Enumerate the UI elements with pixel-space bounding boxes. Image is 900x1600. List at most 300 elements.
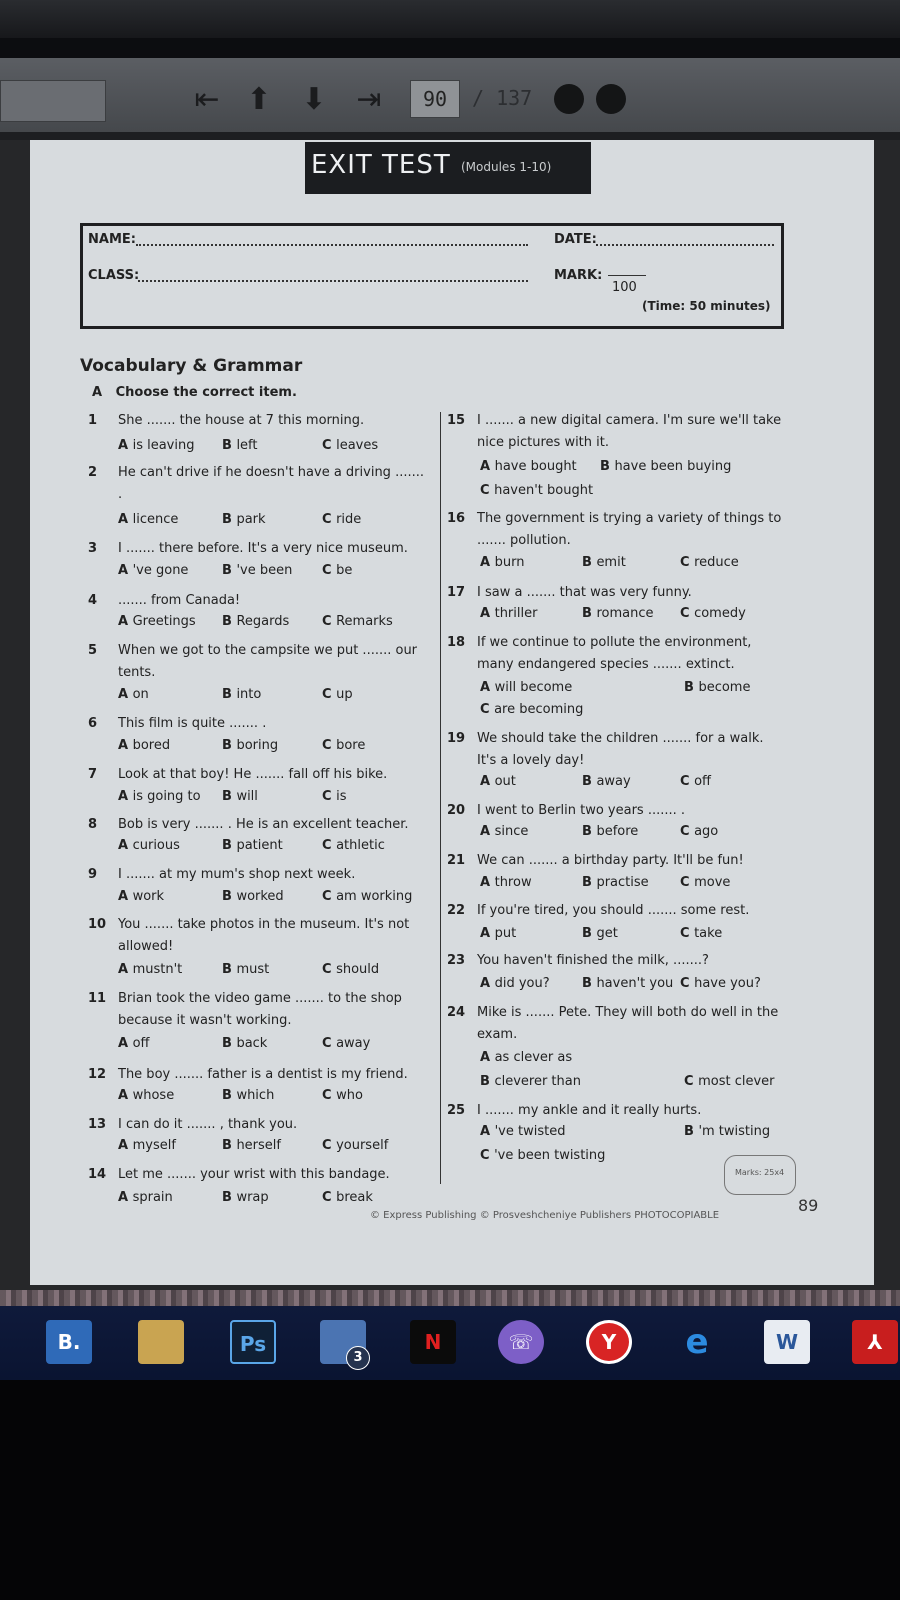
question-text: If you're tired, you should ....... some rest. — [477, 903, 750, 918]
option-letter: B — [222, 563, 237, 578]
option-text: bored — [132, 738, 171, 753]
option-letter: C — [322, 512, 337, 527]
option-letter: C — [322, 563, 337, 578]
question-number: 18 — [447, 635, 466, 650]
option-letter: A — [118, 614, 133, 629]
option-c — [680, 976, 761, 991]
option-text: break — [336, 1190, 373, 1205]
question-text: The boy ....... father is a dentist is my friend. — [118, 1067, 408, 1082]
option-c — [322, 738, 365, 753]
option-text: is going to — [132, 789, 201, 804]
question-text: I ....... a new digital camera. I'm sure we'll take nice pictures with it. — [477, 413, 782, 450]
option-text: off — [694, 774, 711, 789]
option-a — [118, 1088, 174, 1103]
option-c — [322, 838, 385, 853]
question-text: Look at that boy! He ....... fall off his bike. — [118, 767, 388, 782]
option-text: am working — [336, 889, 413, 904]
option-b — [222, 563, 292, 578]
option-c — [322, 1138, 388, 1153]
mail-icon[interactable] — [320, 1320, 366, 1364]
option-text: up — [336, 687, 353, 702]
option-c — [322, 789, 346, 804]
option-text: sprain — [132, 1190, 173, 1205]
page-title: EXIT TEST — [311, 150, 451, 180]
marks-badge — [724, 1155, 796, 1195]
question-text: Brian took the video game ....... to the shop because it wasn't working. — [118, 991, 402, 1028]
option-text: off — [132, 1036, 150, 1051]
option-b — [582, 875, 649, 890]
question-number: 8 — [88, 817, 98, 832]
option-text: cleverer than — [494, 1074, 581, 1089]
option-a — [118, 962, 182, 977]
option-text: out — [494, 774, 516, 789]
option-letter: B — [582, 875, 597, 890]
question-number: 21 — [447, 853, 466, 868]
question-number: 16 — [447, 511, 466, 526]
option-text: will become — [494, 680, 573, 695]
option-letter: B — [582, 976, 597, 991]
option-letter: A — [480, 976, 495, 991]
option-b — [222, 1138, 281, 1153]
option-text: since — [494, 824, 529, 839]
option-a — [480, 1124, 565, 1139]
option-text: on — [132, 687, 149, 702]
option-text: herself — [236, 1138, 281, 1153]
option-a — [118, 614, 196, 629]
section-letter: A — [92, 385, 103, 400]
option-letter: A — [118, 687, 133, 702]
option-c — [480, 702, 583, 717]
option-letter: B — [684, 680, 699, 695]
option-b — [222, 687, 261, 702]
question-text: When we got to the campsite we put ....... our tents. — [118, 643, 418, 680]
question-number: 25 — [447, 1103, 466, 1118]
option-b — [600, 459, 731, 474]
option-text: be — [336, 563, 353, 578]
question-number: 22 — [447, 903, 466, 918]
zoom-in-icon[interactable] — [596, 84, 626, 114]
monitor-bezel-top — [0, 0, 900, 38]
option-letter: C — [684, 1074, 699, 1089]
option-text: Remarks — [336, 614, 393, 629]
option-letter: C — [322, 1088, 337, 1103]
option-letter: A — [480, 926, 495, 941]
first-page-icon[interactable]: ⇤ — [194, 82, 220, 117]
question-text: I ....... there before. It's a very nice museum. — [118, 541, 408, 556]
name-label: NAME: — [88, 232, 136, 247]
option-text: should — [336, 962, 380, 977]
option-text: Regards — [236, 614, 290, 629]
option-text: Greetings — [132, 614, 196, 629]
question-text: Bob is very ....... . He is an excellent teacher. — [118, 817, 409, 832]
option-a — [480, 824, 528, 839]
option-letter: A — [480, 774, 495, 789]
word-icon[interactable]: W — [764, 1320, 810, 1364]
option-b — [582, 976, 673, 991]
option-letter: C — [322, 1190, 337, 1205]
option-letter: C — [322, 1138, 337, 1153]
viber-icon[interactable]: ☏ — [498, 1320, 544, 1364]
option-text: wrap — [236, 1190, 269, 1205]
option-b — [222, 1190, 269, 1205]
question-number: 1 — [88, 413, 98, 428]
mark-line — [608, 275, 646, 276]
option-text: most clever — [698, 1074, 775, 1089]
question-number: 23 — [447, 953, 466, 968]
option-text: licence — [132, 512, 179, 527]
option-b — [222, 1036, 267, 1051]
question-number: 9 — [88, 867, 98, 882]
option-text: back — [236, 1036, 268, 1051]
option-b — [222, 614, 289, 629]
question-number: 11 — [88, 991, 107, 1006]
option-b — [222, 889, 284, 904]
option-letter: C — [322, 738, 337, 753]
search-input[interactable] — [0, 80, 106, 122]
option-c — [680, 875, 730, 890]
option-c — [322, 962, 379, 977]
option-b — [582, 824, 638, 839]
option-letter: B — [582, 824, 597, 839]
option-c — [480, 1148, 605, 1163]
option-letter: B — [222, 1036, 237, 1051]
option-letter: B — [222, 1088, 237, 1103]
option-text: practise — [596, 875, 649, 890]
option-letter: B — [600, 459, 615, 474]
option-text: have you? — [694, 976, 761, 991]
option-letter: A — [480, 875, 495, 890]
app-b-icon[interactable]: B. — [46, 1320, 92, 1364]
option-a — [118, 687, 149, 702]
option-text: before — [596, 824, 639, 839]
option-b — [222, 738, 278, 753]
option-text: put — [494, 926, 517, 941]
class-label: CLASS: — [88, 268, 140, 283]
option-c — [322, 563, 352, 578]
option-a — [118, 1190, 173, 1205]
option-c — [322, 512, 361, 527]
question-text: You ....... take photos in the museum. It's not allowed! — [118, 917, 410, 954]
option-letter: C — [322, 789, 337, 804]
option-c — [322, 614, 393, 629]
option-text: is leaving — [132, 438, 195, 453]
option-text: haven't you — [596, 976, 674, 991]
option-letter: B — [222, 687, 237, 702]
option-b — [582, 926, 618, 941]
option-letter: A — [480, 824, 495, 839]
option-text: mustn't — [132, 962, 183, 977]
question-text: I can do it ....... , thank you. — [118, 1117, 298, 1132]
option-letter: C — [322, 889, 337, 904]
option-letter: B — [222, 838, 237, 853]
option-letter: A — [118, 438, 133, 453]
option-text: thriller — [494, 606, 538, 621]
option-text: is — [336, 789, 347, 804]
question-number: 14 — [88, 1167, 107, 1182]
option-letter: B — [222, 1190, 237, 1205]
option-b — [582, 606, 653, 621]
option-c — [684, 1074, 775, 1089]
question-number: 20 — [447, 803, 466, 818]
option-a — [118, 512, 178, 527]
section-title: Vocabulary & Grammar — [80, 356, 303, 376]
option-letter: A — [480, 680, 495, 695]
option-text: did you? — [494, 976, 550, 991]
option-b — [222, 1088, 274, 1103]
option-text: patient — [236, 838, 283, 853]
question-number: 5 — [88, 643, 98, 658]
option-b — [222, 438, 258, 453]
option-letter: A — [118, 512, 133, 527]
mail-badge: 3 — [346, 1346, 370, 1370]
section-instruction — [92, 385, 297, 400]
zoom-out-icon[interactable] — [554, 84, 584, 114]
prev-page-icon[interactable]: ⬆ — [246, 82, 272, 117]
option-letter: B — [480, 1074, 495, 1089]
option-text: get — [596, 926, 618, 941]
last-page-icon[interactable]: ⇥ — [356, 82, 382, 117]
option-text: 've gone — [132, 563, 189, 578]
option-letter: C — [680, 976, 695, 991]
exit-test-title — [305, 142, 591, 194]
option-text: bore — [336, 738, 366, 753]
option-text: 've twisted — [494, 1124, 566, 1139]
page-total: / 137 — [472, 86, 533, 110]
netflix-icon[interactable]: N — [410, 1320, 456, 1364]
option-letter: C — [480, 1148, 495, 1163]
option-letter: B — [222, 614, 237, 629]
option-letter: B — [582, 555, 597, 570]
option-text: ago — [694, 824, 719, 839]
option-a — [480, 555, 524, 570]
question-text: I ....... my ankle and it really hurts. — [477, 1103, 702, 1118]
option-letter: C — [322, 1036, 337, 1051]
option-letter: C — [680, 875, 695, 890]
option-text: leaves — [336, 438, 379, 453]
question-number: 2 — [88, 465, 98, 480]
option-text: move — [694, 875, 731, 890]
option-b — [222, 962, 269, 977]
option-a — [480, 1050, 572, 1065]
question-text: Mike is ....... Pete. They will both do well in the exam. — [477, 1005, 779, 1042]
option-text: romance — [596, 606, 654, 621]
question-text: She ....... the house at 7 this morning. — [118, 413, 365, 428]
option-a — [118, 738, 170, 753]
option-a — [480, 459, 577, 474]
option-a — [118, 1036, 150, 1051]
option-letter: A — [480, 606, 495, 621]
question-number: 7 — [88, 767, 98, 782]
option-letter: C — [480, 483, 495, 498]
option-text: haven't bought — [494, 483, 594, 498]
option-b — [222, 512, 266, 527]
option-c — [680, 774, 711, 789]
option-b — [480, 1074, 581, 1089]
option-letter: A — [118, 1190, 133, 1205]
question-number: 10 — [88, 917, 107, 932]
option-letter: A — [118, 563, 133, 578]
option-letter: C — [680, 824, 695, 839]
next-page-icon[interactable]: ⬇ — [301, 82, 327, 117]
option-c — [322, 1088, 363, 1103]
option-letter: C — [680, 926, 695, 941]
question-number: 13 — [88, 1117, 107, 1132]
option-text: curious — [132, 838, 180, 853]
class-line — [138, 280, 528, 282]
option-a — [480, 774, 516, 789]
option-text: left — [236, 438, 258, 453]
question-number: 17 — [447, 585, 466, 600]
option-letter: C — [480, 702, 495, 717]
question-number: 15 — [447, 413, 466, 428]
question-text: He can't drive if he doesn't have a driving ....... . — [118, 465, 424, 502]
option-text: boring — [236, 738, 279, 753]
option-c — [322, 438, 378, 453]
option-letter: B — [582, 606, 597, 621]
desktop-wallpaper-strip — [0, 1290, 900, 1306]
question-number: 4 — [88, 593, 98, 608]
question-text: We should take the children ....... for a walk. It's a lovely day! — [477, 731, 764, 768]
yandex-browser-icon[interactable]: Y — [586, 1320, 632, 1364]
question-text: I saw a ....... that was very funny. — [477, 585, 692, 600]
option-c — [680, 555, 739, 570]
option-letter: A — [480, 1050, 495, 1065]
mark-label: MARK: — [554, 268, 603, 283]
option-letter: C — [322, 838, 337, 853]
option-a — [118, 889, 164, 904]
option-letter: B — [222, 512, 237, 527]
option-a — [118, 789, 201, 804]
option-text: have been buying — [614, 459, 732, 474]
option-a — [118, 838, 180, 853]
question-number: 3 — [88, 541, 98, 556]
option-letter: C — [680, 555, 695, 570]
option-letter: A — [480, 459, 495, 474]
option-text: reduce — [694, 555, 739, 570]
option-b — [684, 1124, 770, 1139]
option-text: into — [236, 687, 262, 702]
date-label: DATE: — [554, 232, 597, 247]
question-text: The government is trying a variety of things to ....... pollution. — [477, 511, 782, 548]
question-text: We can ....... a birthday party. It'll be fun! — [477, 853, 744, 868]
acrobat-icon[interactable]: ⅄ — [852, 1320, 898, 1364]
option-letter: B — [684, 1124, 699, 1139]
option-a — [118, 563, 188, 578]
option-letter: C — [322, 962, 337, 977]
option-text: away — [336, 1036, 371, 1051]
option-a — [480, 875, 532, 890]
option-b — [684, 680, 750, 695]
option-a — [480, 926, 516, 941]
option-c — [480, 483, 593, 498]
taskbar — [0, 1306, 900, 1380]
option-text: are becoming — [494, 702, 584, 717]
option-letter: A — [118, 1088, 133, 1103]
option-text: whose — [132, 1088, 175, 1103]
mark-total: 100 — [612, 280, 637, 295]
question-text: I went to Berlin two years ....... . — [477, 803, 686, 818]
name-line — [136, 244, 528, 246]
page-number-input[interactable]: 90 — [410, 80, 460, 118]
option-text: athletic — [336, 838, 385, 853]
option-letter: B — [222, 438, 237, 453]
option-letter: A — [118, 962, 133, 977]
page-subtitle: (Modules 1-10) — [461, 160, 552, 174]
option-letter: B — [582, 926, 597, 941]
option-text: have bought — [494, 459, 577, 474]
option-b — [222, 789, 258, 804]
option-text: throw — [494, 875, 532, 890]
option-letter: A — [480, 555, 495, 570]
toolbar-divider — [0, 132, 900, 140]
question-text: If we continue to pollute the environment, many endangered species ....... extinct. — [477, 635, 752, 672]
edge-icon[interactable]: e — [685, 1322, 709, 1362]
option-text: comedy — [694, 606, 746, 621]
option-letter: A — [118, 738, 133, 753]
monitor-bezel-bottom — [0, 1380, 900, 1600]
question-text: This film is quite ....... . — [118, 716, 267, 731]
option-letter: C — [680, 606, 695, 621]
option-text: will — [236, 789, 258, 804]
option-text: 'm twisting — [698, 1124, 771, 1139]
time-note: (Time: 50 minutes) — [642, 299, 771, 313]
option-text: myself — [132, 1138, 176, 1153]
option-text: park — [236, 512, 266, 527]
marks-badge-text: Marks: 25x4 — [735, 1168, 785, 1177]
question-text: ....... from Canada! — [118, 593, 241, 608]
option-text: emit — [596, 555, 626, 570]
option-text: 've been — [236, 563, 293, 578]
option-letter: A — [118, 1036, 133, 1051]
option-text: which — [236, 1088, 275, 1103]
option-letter: C — [322, 614, 337, 629]
option-c — [680, 606, 746, 621]
option-c — [322, 687, 353, 702]
option-letter: B — [222, 738, 237, 753]
option-c — [322, 1036, 370, 1051]
date-line — [596, 244, 774, 246]
option-b — [582, 555, 626, 570]
option-b — [582, 774, 631, 789]
option-text: take — [694, 926, 723, 941]
option-text: ride — [336, 512, 362, 527]
option-letter: A — [118, 1138, 133, 1153]
question-number: 19 — [447, 731, 466, 746]
option-text: as clever as — [494, 1050, 573, 1065]
option-a — [118, 1138, 176, 1153]
option-c — [322, 1190, 373, 1205]
option-letter: B — [222, 962, 237, 977]
option-letter: C — [680, 774, 695, 789]
page-number: 89 — [798, 1196, 819, 1215]
option-c — [680, 824, 718, 839]
option-a — [118, 438, 194, 453]
option-text: yourself — [336, 1138, 389, 1153]
copyright-footer: © Express Publishing © Prosveshcheniye Publishers PHOTOCOPIABLE — [370, 1210, 720, 1221]
option-letter: B — [222, 1138, 237, 1153]
option-text: become — [698, 680, 751, 695]
photoshop-icon[interactable]: Ps — [230, 1320, 276, 1364]
option-text: must — [236, 962, 270, 977]
option-text: 've been twisting — [494, 1148, 606, 1163]
folder-icon[interactable] — [138, 1320, 184, 1364]
option-a — [480, 976, 550, 991]
option-b — [222, 838, 283, 853]
question-number: 6 — [88, 716, 98, 731]
question-number: 24 — [447, 1005, 466, 1020]
question-text: I ....... at my mum's shop next week. — [118, 867, 356, 882]
option-text: worked — [236, 889, 284, 904]
